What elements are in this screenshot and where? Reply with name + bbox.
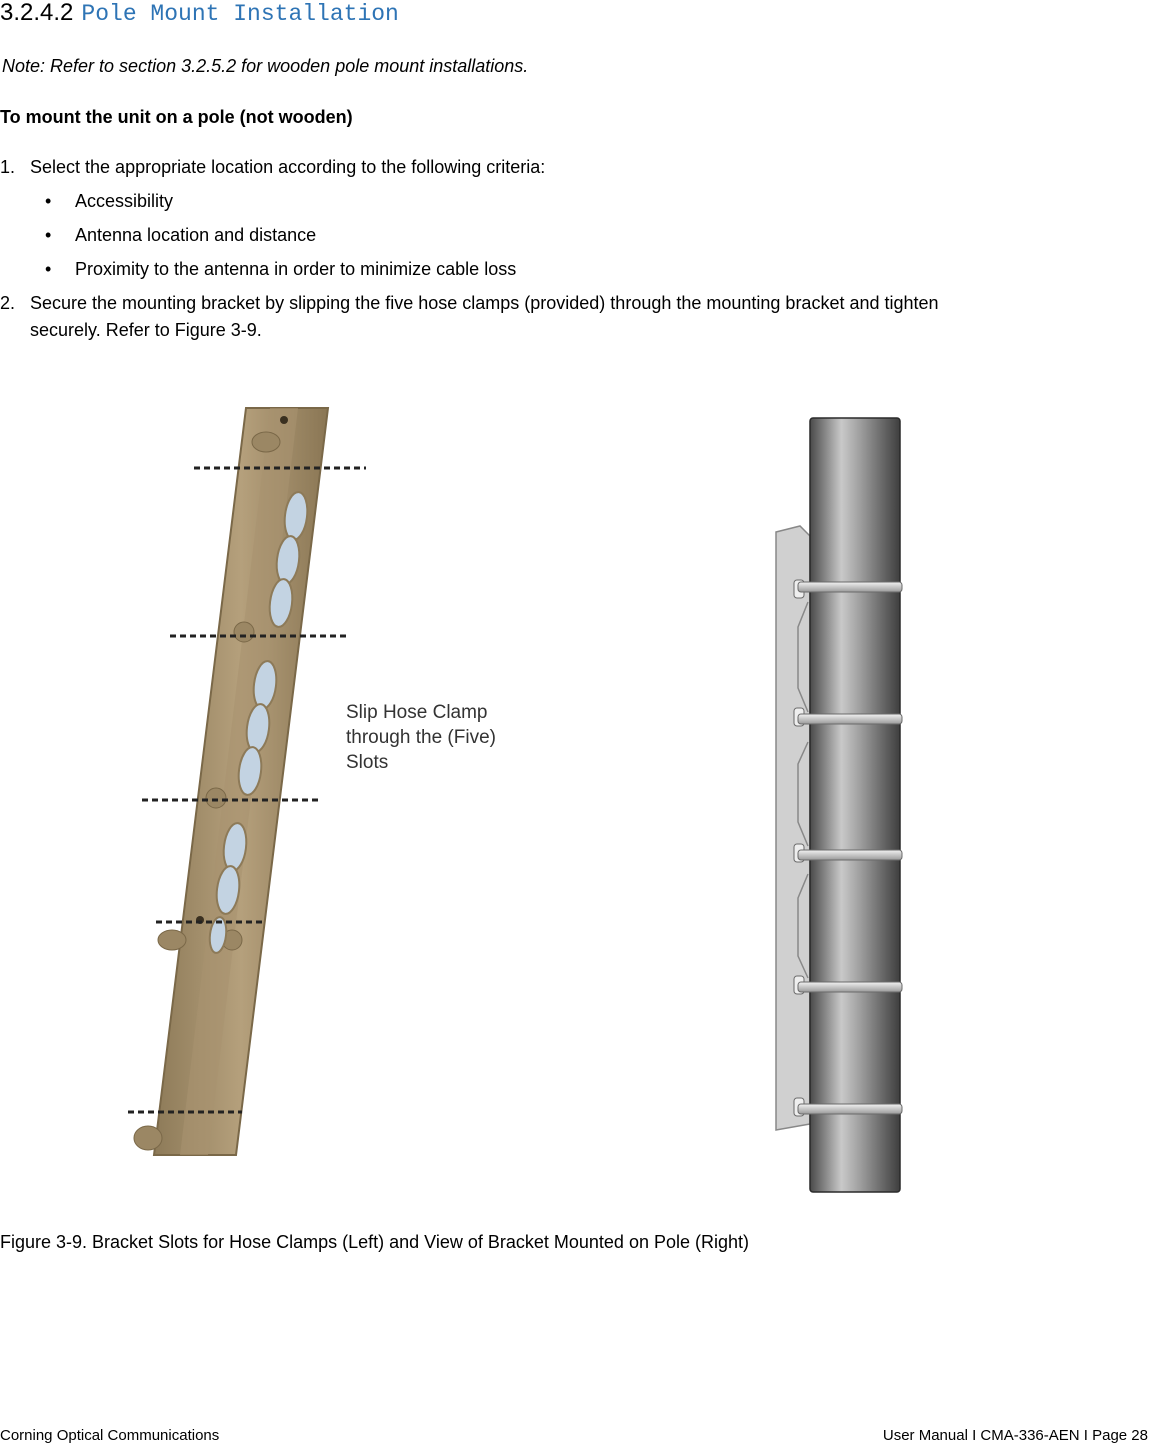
note-text: Note: Refer to section 3.2.5.2 for wooden pole mount installations. bbox=[2, 56, 529, 76]
bullet-item bbox=[45, 224, 316, 246]
section-title: Pole Mount Installation bbox=[81, 1, 399, 27]
bullet-item bbox=[45, 190, 173, 212]
bullet-text: Antenna location and distance bbox=[75, 225, 317, 245]
bullet-icon: • bbox=[45, 191, 52, 211]
step-1 bbox=[0, 156, 545, 178]
footer-company: Corning Optical Communications bbox=[0, 1427, 220, 1444]
step-1-text: Select the appropriate location according to the following criteria: bbox=[30, 157, 546, 177]
footer-page-info: User Manual I CMA-336-AEN I Page 28 bbox=[882, 1427, 1148, 1444]
pole bbox=[810, 418, 900, 1192]
step-2-text-continued: securely. Refer to Figure 3-9. bbox=[30, 320, 262, 340]
bullet-text: Accessibility bbox=[75, 191, 174, 211]
step-1-number: 1. bbox=[0, 157, 16, 177]
step-2 bbox=[0, 292, 939, 314]
bullet-item bbox=[45, 258, 516, 280]
bullet-icon: • bbox=[45, 225, 52, 245]
pole-mount-illustration bbox=[770, 412, 910, 1197]
section-heading bbox=[0, 0, 399, 27]
step-2-text: Secure the mounting bracket by slipping the five hose clamps (provided) through the mounting bracket and tighten bbox=[30, 293, 939, 313]
section-number: 3.2.4.2 bbox=[0, 0, 74, 26]
step-2-number: 2. bbox=[0, 293, 16, 313]
figure-callout: Slip Hose Clamp through the (Five) Slots bbox=[346, 702, 496, 773]
mounting-bracket-side bbox=[776, 526, 810, 1130]
figure-caption: Figure 3-9. Bracket Slots for Hose Clamps (Left) and View of Bracket Mounted on Pole (Right) bbox=[0, 1232, 750, 1252]
procedure-title: To mount the unit on a pole (not wooden) bbox=[0, 107, 353, 127]
bullet-text: Proximity to the antenna in order to minimize cable loss bbox=[75, 259, 517, 279]
bracket-slots-illustration bbox=[120, 400, 540, 1170]
bullet-icon: • bbox=[45, 259, 52, 279]
